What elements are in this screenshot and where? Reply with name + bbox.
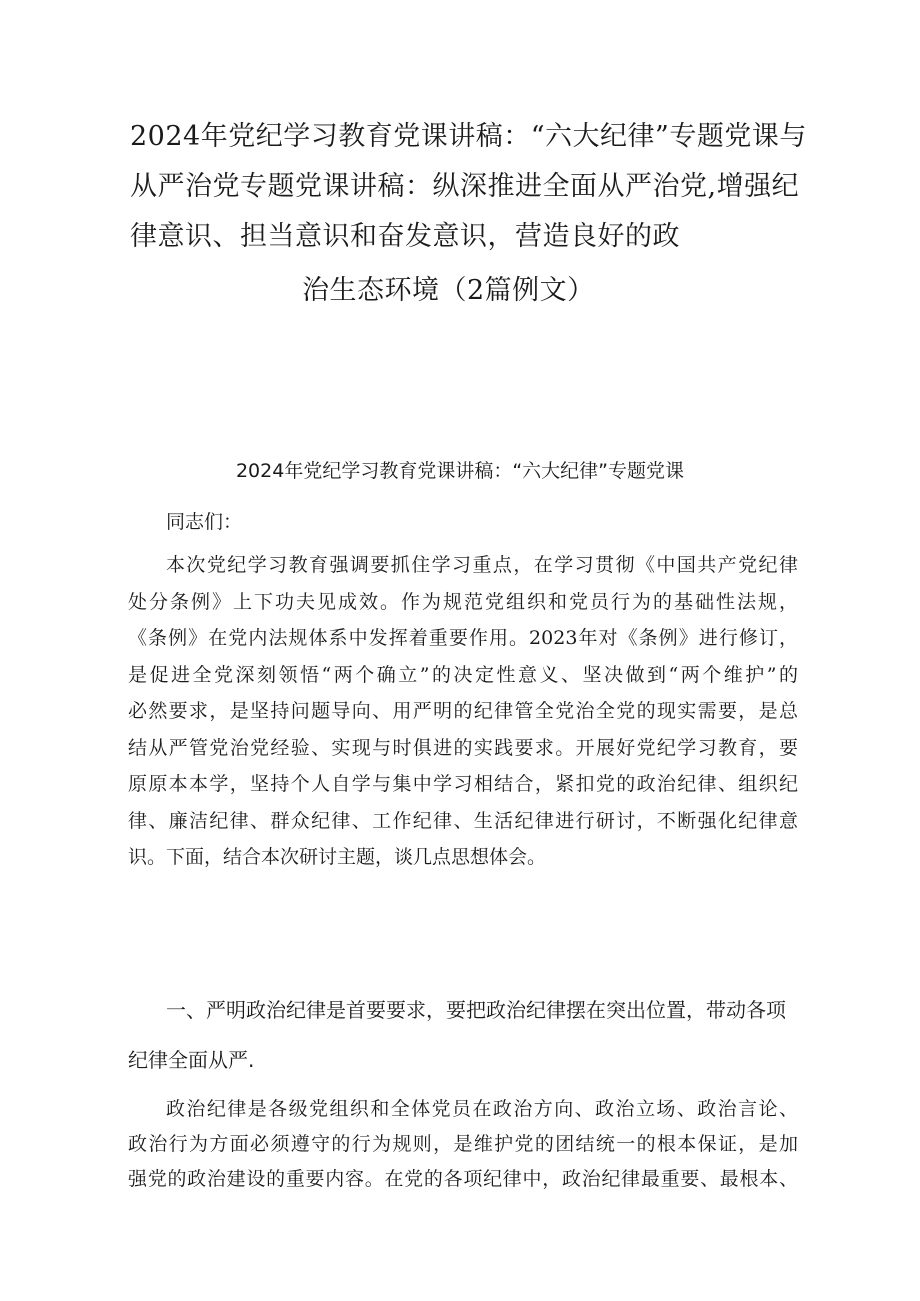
paragraph-2	[128, 1092, 798, 1197]
paragraph-1	[128, 547, 798, 876]
greeting: 同志们：	[166, 511, 243, 533]
paragraph-line: 政治行为方面必须遵守的行为规则，是维护党的团结统一的根本保证，是加	[128, 1133, 798, 1155]
paragraph-line: 是促进全党深刻领悟“两个确立”的决定性意义、坚决做到“两个维护”的	[128, 663, 798, 686]
paragraph-line: 强党的政治建设的重要内容。在党的各项纪律中，政治纪律最重要、最根本、	[128, 1168, 798, 1190]
paragraph-line: 必然要求，是坚持问题导向、用严明的纪律管全党治全党的现实需要，是总	[128, 700, 798, 722]
sub-heading-1	[128, 985, 798, 1085]
paragraph-line: 识。下面，结合本次研讨主题，谈几点思想体会。	[128, 846, 547, 868]
section-heading: 2024年党纪学习教育党课讲稿：“六大纪律”专题党课	[235, 460, 685, 482]
document-title	[130, 112, 807, 316]
paragraph-line: 律、廉洁纪律、群众纪律、工作纪律、生活纪律进行研讨，不断强化纪律意	[128, 809, 798, 832]
paragraph-line: 《条例》在党内法规体系中发挥着重要作用。2023年对《条例》进行修订，	[128, 627, 798, 649]
title-line-1: 2024年党纪学习教育党课讲稿：“六大纪律”专题党课与	[130, 121, 807, 152]
paragraph-line: 原原本本学，坚持个人自学与集中学习相结合，紧扣党的政治纪律、组织纪	[128, 773, 798, 795]
paragraph-line: 处分条例》上下功夫见成效。作为规范党组织和党员行为的基础性法规，	[128, 590, 798, 613]
title-line-4: 治生态环境（2篇例文）	[302, 275, 595, 306]
paragraph-line: 本次党纪学习教育强调要抓住学习重点，在学习贯彻《中国共产党纪律	[166, 554, 798, 576]
title-line-3: 律意识、担当意识和奋发意识，营造良好的政	[130, 221, 680, 252]
title-line-2: 从严治党专题党课讲稿：纵深推进全面从严治党,增强纪	[130, 171, 800, 202]
sub-heading-line: 纪律全面从严.	[128, 1048, 255, 1072]
sub-heading-line: 一、严明政治纪律是首要要求，要把政治纪律摆在突出位置，带动各项	[166, 998, 786, 1022]
paragraph-line: 政治纪律是各级党组织和全体党员在政治方向、政治立场、政治言论、	[166, 1098, 798, 1120]
paragraph-line: 结从严管党治党经验、实现与时俱进的实践要求。开展好党纪学习教育，要	[128, 736, 798, 759]
